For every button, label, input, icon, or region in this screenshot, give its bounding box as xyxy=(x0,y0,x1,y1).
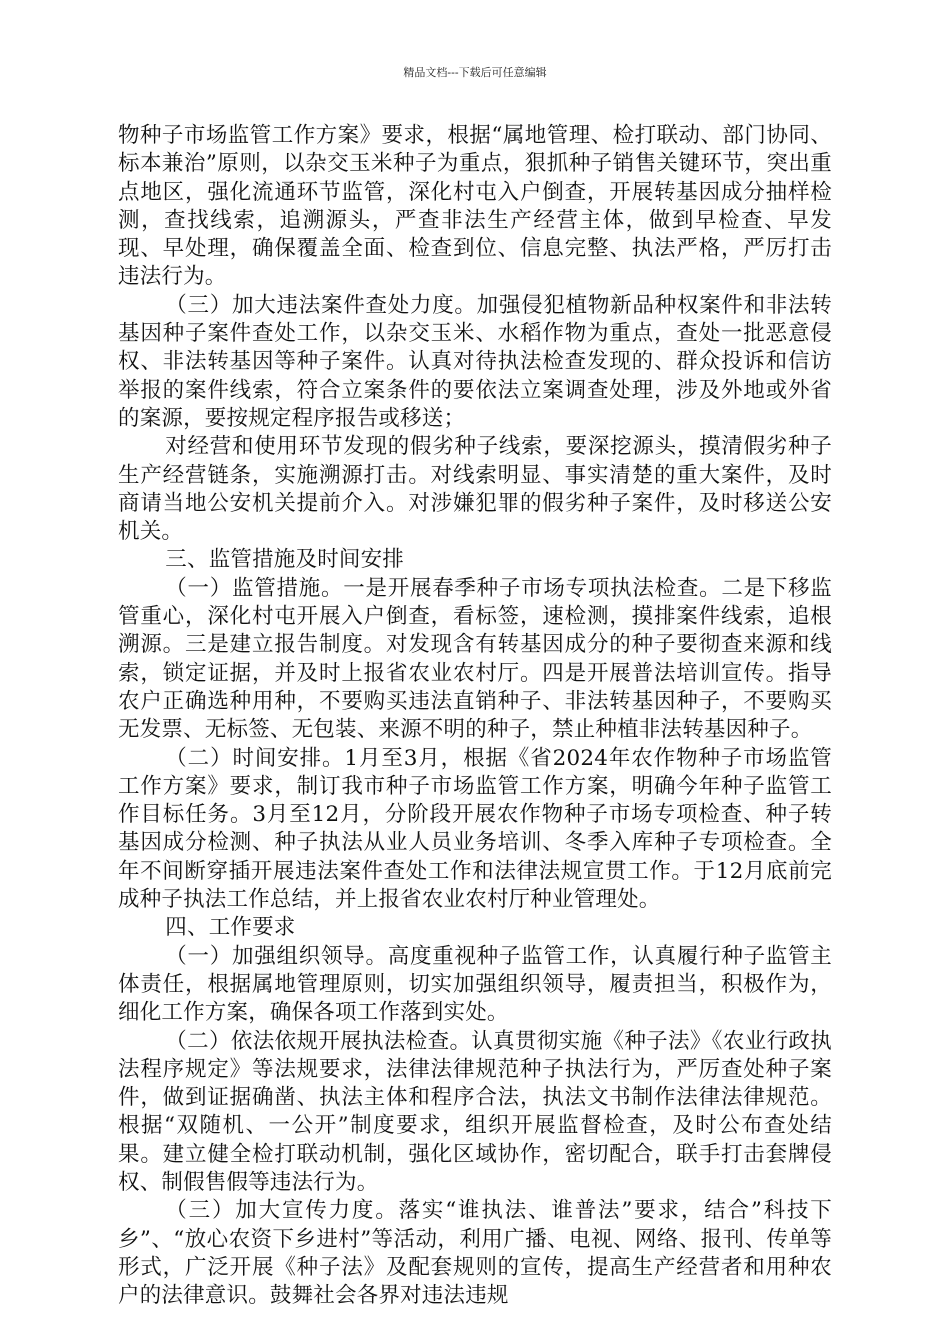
document-body xyxy=(118,122,832,1310)
paragraph-law-enforcement: （二）依法依规开展执法检查。认真贯彻实施《种子法》《农业行政执法程序规定》等法规要求，法律法律规范种子执法行为，严厉查处种子案件，做到证据确凿、执法主体和程序合法，执法文书制作法律法律规范。根据“双随机、一公开”制度要求，组织开展监督检查，及时公布查处结果。建立健全检打联动机制，强化区域协作，密切配合，联手打击套牌侵权、制假售假等违法行为。 xyxy=(118,1028,832,1195)
paragraph-case-enforcement: （三）加大违法案件查处力度。加强侵犯植物新品种权案件和非法转基因种子案件查处工作，以杂交玉米、水稻作物为重点，查处一批恶意侵权、非法转基因等种子案件。认真对待执法检查发现的、群众投诉和信访举报的案件线索，符合立案条件的要依法立案调查处理，涉及外地或外省的案源，要按规定程序报告或移送； xyxy=(118,292,832,431)
paragraph-leadership: （一）加强组织领导。高度重视种子监管工作，认真履行种子监管主体责任，根据属地管理原则，切实加强组织领导，履责担当，积极作为，细化工作方案，确保各项工作落到实处。 xyxy=(118,943,832,1026)
paragraph-continued: 物种子市场监管工作方案》要求，根据“属地管理、检打联动、部门协同、标本兼治”原则，以杂交玉米种子为重点，狠抓种子销售关键环节，突出重点地区，强化流通环节监管，深化村屯入户倒查，开展转基因成分抽样检测，查找线索，追溯源头，严查非法生产经营主体，做到早检查、早发现、早处理，确保覆盖全面、检查到位、信息完整、执法严格，严厉打击违法行为。 xyxy=(118,123,832,290)
section-heading-measures: 三、监管措施及时间安排 xyxy=(165,547,404,573)
paragraph-measures: （一）监管措施。一是开展春季种子市场专项执法检查。二是下移监管重心，深化村屯开展入户倒查，看标签，速检测，摸排案件线索，追根溯源。三是建立报告制度。对发现含有转基因成分的种子要彻查来源和线索，锁定证据，并及时上报省农业农村厅。四是开展普法培训宣传。指导农户正确选种用种，不要购买违法直销种子、非法转基因种子，不要购买无发票、无标签、无包装、来源不明的种子，禁止种植非法转基因种子。 xyxy=(118,575,832,743)
paragraph-counterfeit-seeds: 对经营和使用环节发现的假劣种子线索，要深挖源头，摸清假劣种子生产经营链条，实施溯源打击。对线索明显、事实清楚的重大案件，及时商请当地公安机关提前介入。对涉嫌犯罪的假劣种子案件，及时移送公安机关。 xyxy=(118,434,832,545)
section-heading-requirements: 四、工作要求 xyxy=(165,915,296,941)
paragraph-schedule: （二）时间安排。1月至3月，根据《省2024年农作物种子市场监管工作方案》要求，制订我市种子市场监管工作方案，明确今年种子监管工作目标任务。3月至12月，分阶段开展农作物种子市场专项检查、种子转基因成分检测、种子执法从业人员业务培训、冬季入库种子专项检查。全年不间断穿插开展违法案件查处工作和法律法规宣贯工作。于12月底前完成种子执法工作总结，并上报省农业农村厅种业管理处。 xyxy=(118,745,832,913)
paragraph-publicity: （三）加大宣传力度。落实“谁执法、谁普法”要求，结合”科技下乡”、“放心农资下乡进村”等活动，利用广播、电视、网络、报刊、传单等形式，广泛开展《种子法》及配套规则的宣传，提高生产经营者和用种农户的法律意识。鼓舞社会各界对违法违规 xyxy=(118,1198,832,1309)
page-header: 精品文档---下载后可任意编辑 xyxy=(403,66,547,79)
